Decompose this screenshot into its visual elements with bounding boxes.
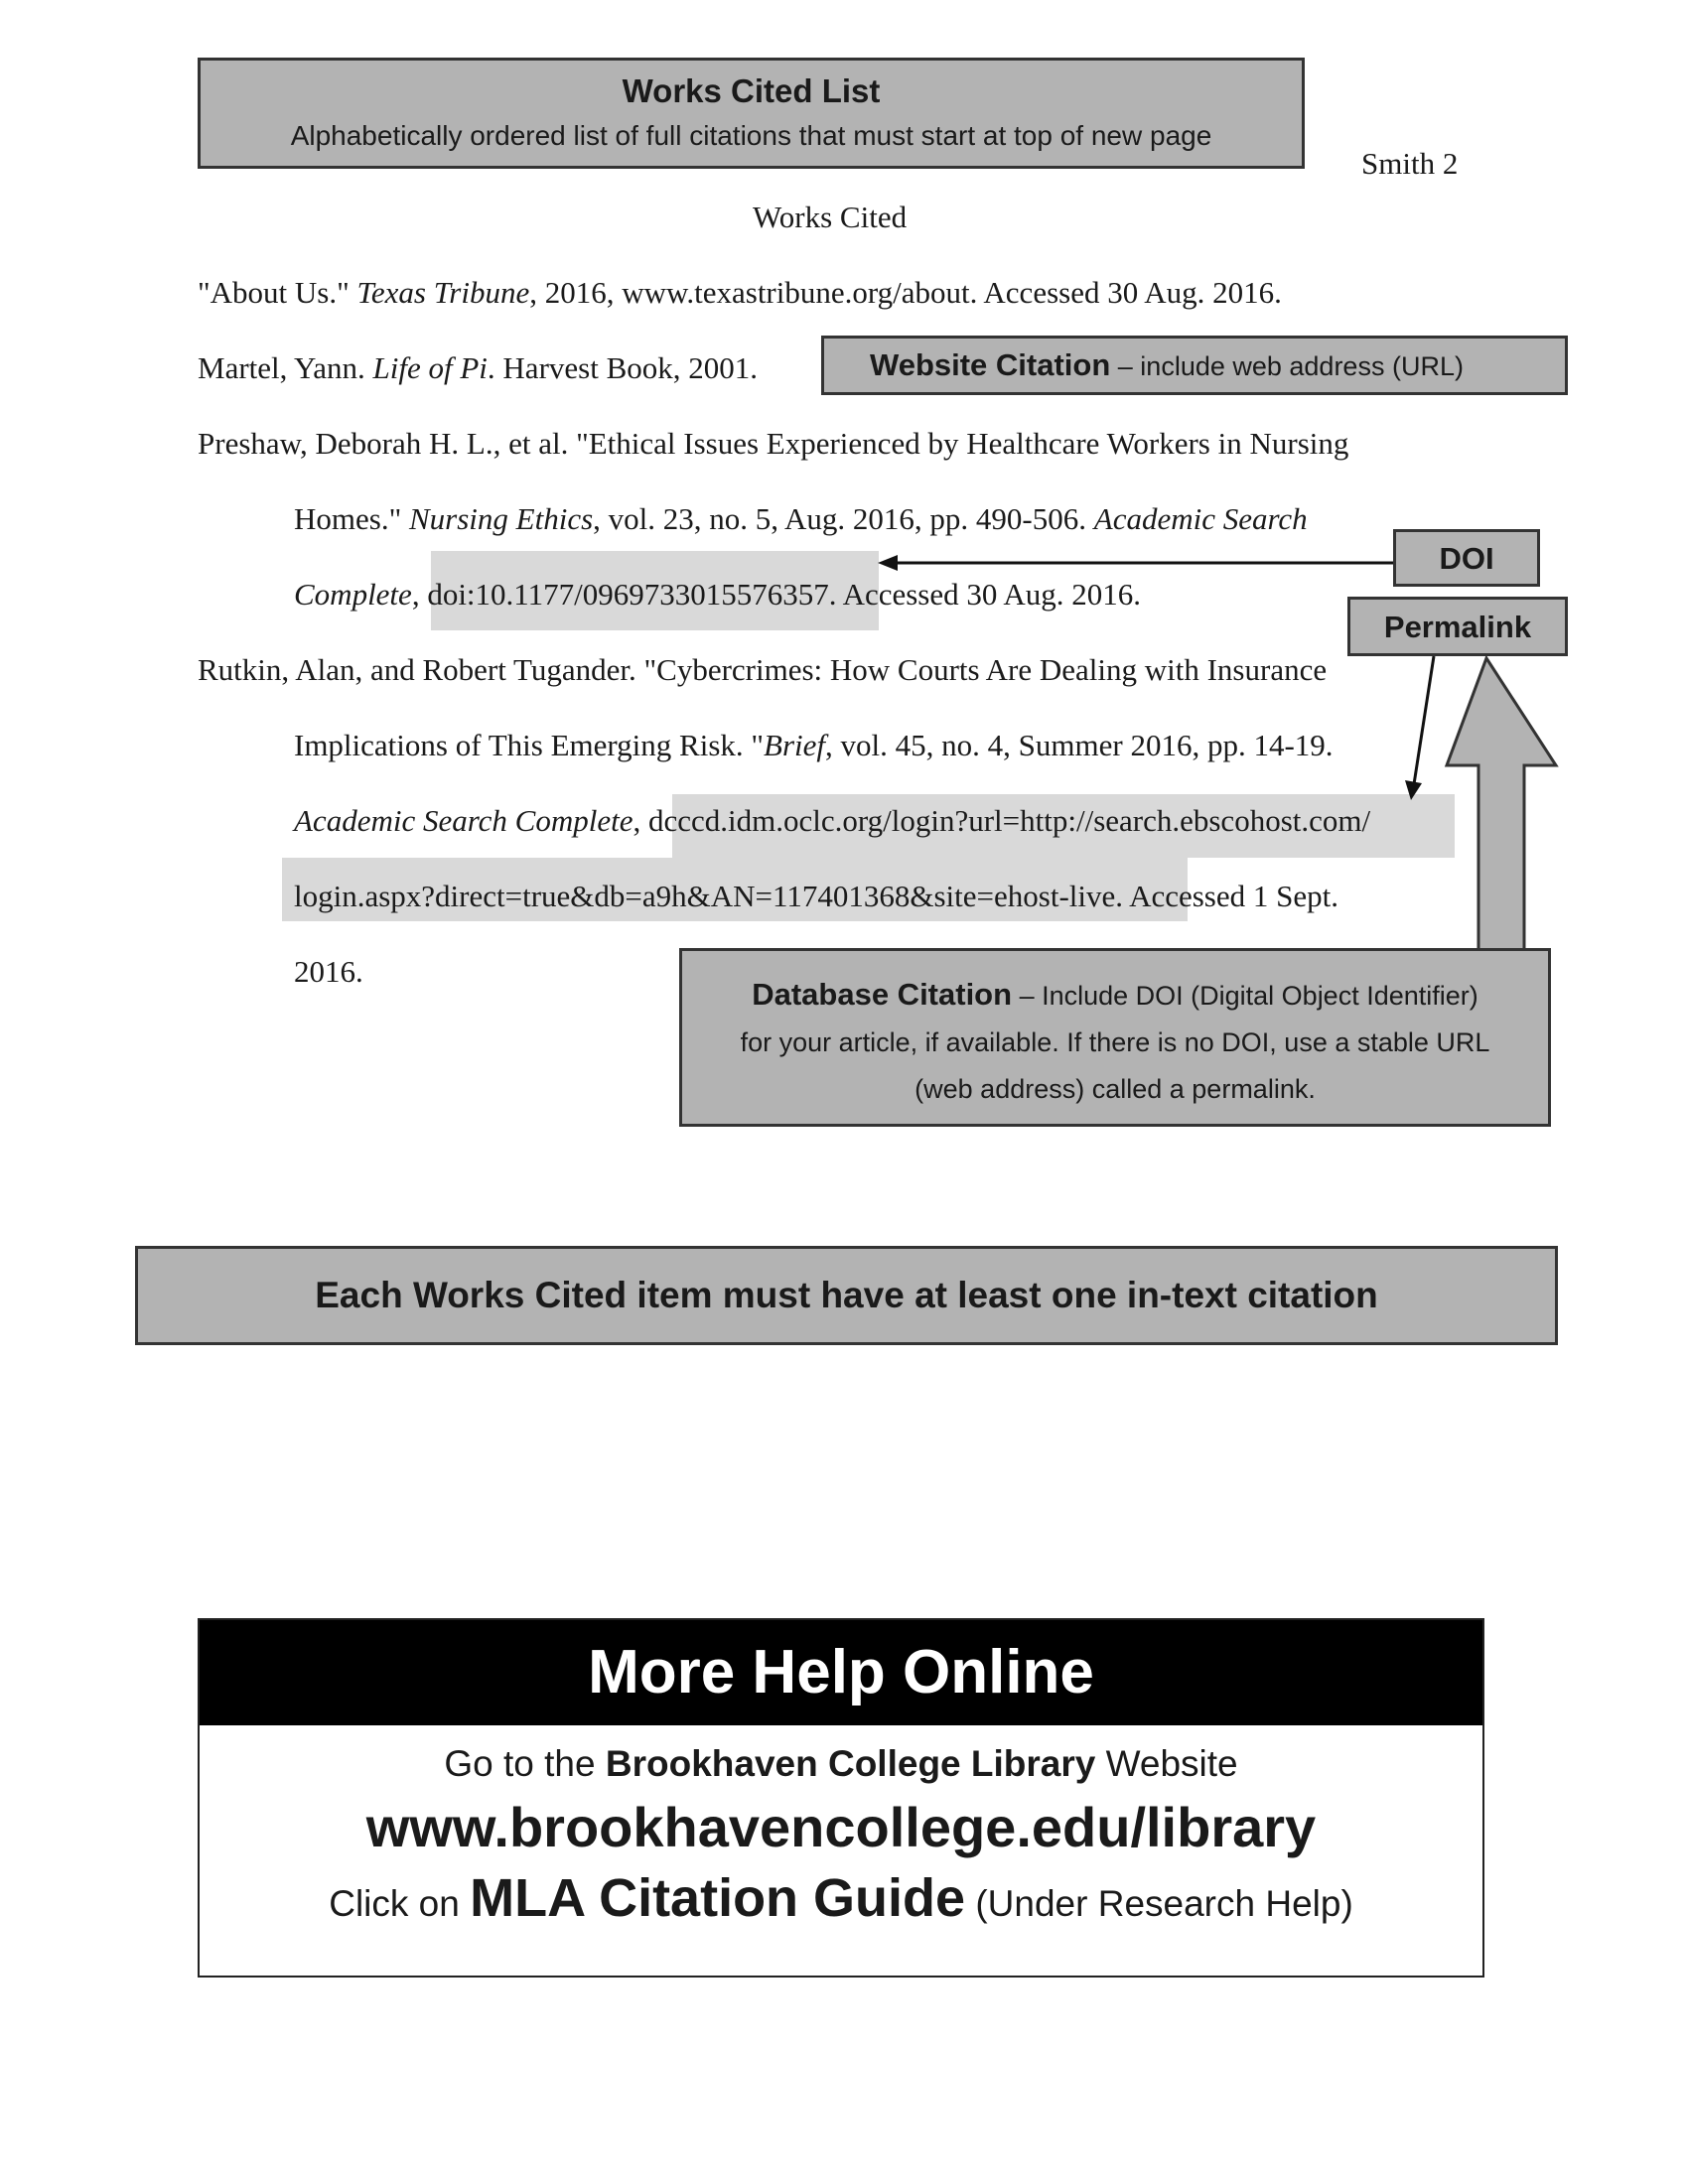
callout-line: for your article, if available. If there is no DOI, use a stable URL xyxy=(740,1027,1490,1057)
citation-italic: Brief xyxy=(764,728,826,762)
permalink-arrow-line xyxy=(1414,656,1434,784)
help-text: Go to the xyxy=(444,1743,606,1784)
callout-line: (web address) called a permalink. xyxy=(914,1074,1316,1104)
citation-rutkin-line5: 2016. xyxy=(294,954,363,989)
callout-line xyxy=(682,971,1548,1020)
citation-text: Homes." xyxy=(294,501,402,536)
permalink-text: login.aspx?direct=true&db=a9h&AN=117401368&site=ehost-live. xyxy=(294,879,1124,913)
doi-text: doi:10.1177/0969733015576357. xyxy=(427,577,837,612)
citation-italic: Complete xyxy=(294,577,412,612)
page-title: Works Cited xyxy=(753,200,908,234)
citation-text: , xyxy=(633,803,641,838)
page-header: Smith 2 xyxy=(1361,146,1459,181)
citation-text: Implications of This Emerging Risk. " xyxy=(294,728,765,762)
database-citation-callout xyxy=(679,948,1551,1127)
callout-bold: Website Citation xyxy=(870,347,1111,382)
help-text: Click on xyxy=(329,1883,471,1924)
citation-italic: Academic Search Complete xyxy=(294,803,633,838)
database-up-arrow xyxy=(1447,658,1556,950)
doi-label-box: DOI xyxy=(1393,529,1540,587)
callout-text: – Include DOI (Digital Object Identifier) xyxy=(1012,981,1478,1011)
citation-text: , 2016, www.texastribune.org/about. Accessed 30 Aug. 2016. xyxy=(529,275,1282,310)
callout-bold: Database Citation xyxy=(752,977,1013,1012)
help-text: Website xyxy=(1095,1743,1238,1784)
callout-text: – include web address (URL) xyxy=(1110,351,1464,381)
callout-subtitle: Alphabetically ordered list of full citations that must start at top of new page xyxy=(290,120,1212,151)
callout-heading: Works Cited List xyxy=(622,72,881,109)
more-help-header: More Help Online xyxy=(200,1620,1482,1725)
doi-arrow-head xyxy=(878,555,898,571)
citation-text: , xyxy=(411,577,420,612)
more-help-box xyxy=(198,1618,1484,1978)
citation-text: Accessed 30 Aug. 2016. xyxy=(842,577,1142,612)
citation-rutkin-line1: Rutkin, Alan, and Robert Tugander. "Cybercrimes: How Courts Are Dealing with Insurance xyxy=(198,652,1328,687)
help-bold: MLA Citation Guide xyxy=(470,1868,966,1928)
help-text: (Under Research Help) xyxy=(965,1883,1353,1924)
library-url[interactable]: www.brookhavencollege.edu/library xyxy=(365,1796,1317,1858)
citation-italic: Life of Pi xyxy=(372,350,488,385)
permalink-arrow-head xyxy=(1405,780,1422,800)
citation-preshaw-line1: Preshaw, Deborah H. L., et al. "Ethical Issues Experienced by Healthcare Workers in Nursing xyxy=(198,426,1349,461)
citation-text: "About Us." xyxy=(198,275,350,310)
citation-text: Martel, Yann. xyxy=(198,350,365,385)
citation-italic: Nursing Ethics xyxy=(408,501,594,536)
help-line-3 xyxy=(200,1867,1482,1929)
citation-text: , vol. 45, no. 4, Summer 2016, pp. 14-19. xyxy=(825,728,1334,762)
permalink-text: dcccd.idm.oclc.org/login?url=http://search.ebscohost.com/ xyxy=(647,803,1371,838)
citation-text: Accessed 1 Sept. xyxy=(1129,879,1338,913)
citation-italic: Academic Search xyxy=(1093,501,1308,536)
citation-text: , vol. 23, no. 5, Aug. 2016, pp. 490-506. xyxy=(593,501,1087,536)
help-line-1 xyxy=(200,1743,1482,1785)
citation-italic: Texas Tribune xyxy=(356,275,530,310)
intext-citation-callout: Each Works Cited item must have at least one in-text citation xyxy=(135,1246,1558,1345)
citation-text: . Harvest Book, 2001. xyxy=(487,350,759,385)
help-bold: Brookhaven College Library xyxy=(605,1743,1096,1784)
permalink-label-box: Permalink xyxy=(1347,597,1568,656)
